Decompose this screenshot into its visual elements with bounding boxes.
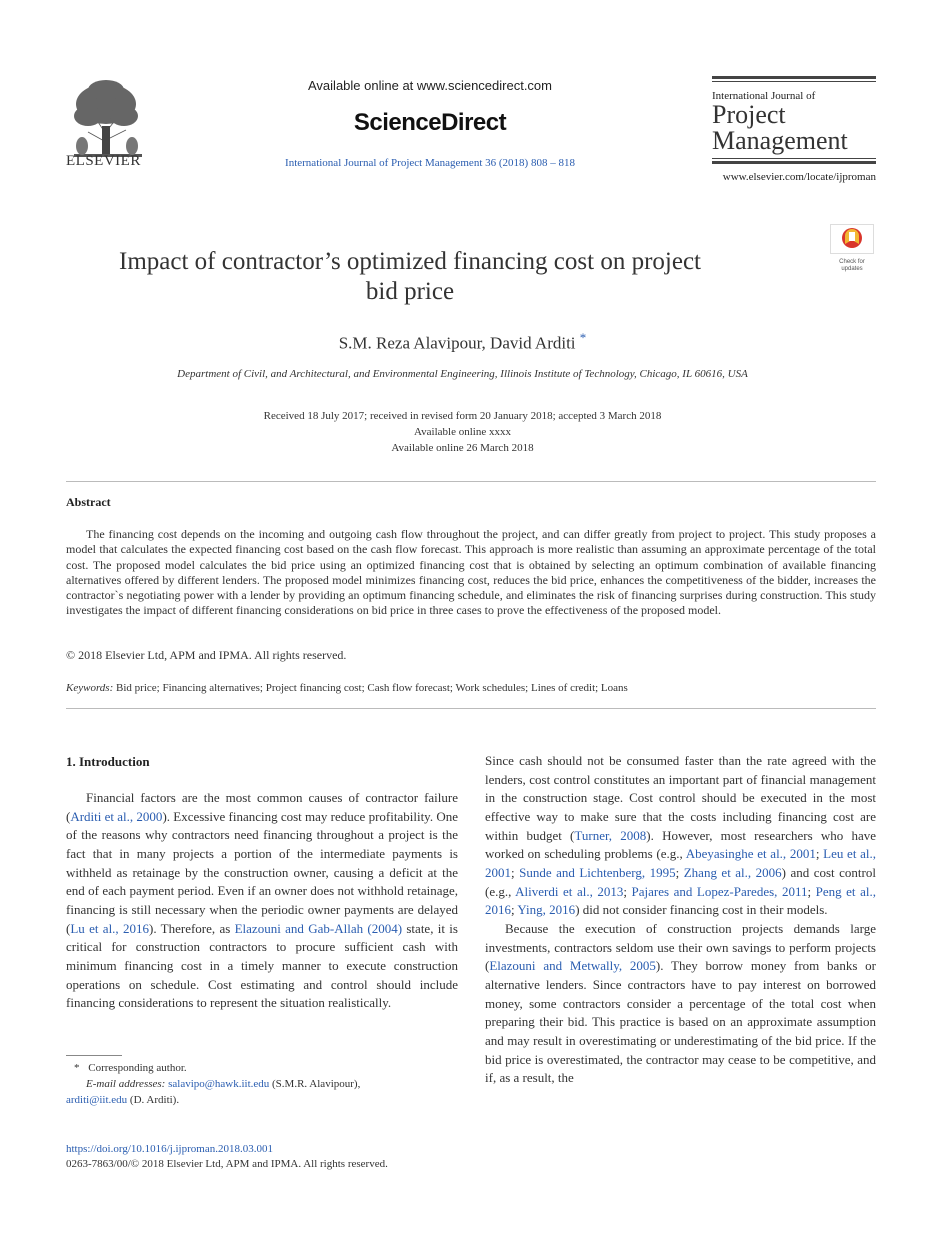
text-run: Financial factors are the most common causes of contractor failure ( xyxy=(66,790,458,824)
citation-link[interactable]: Zhang et al., 2006 xyxy=(683,864,782,880)
footnote-mark: * xyxy=(74,1062,80,1074)
date-received: Received 18 July 2017; received in revised form 20 January 2018; accepted 3 March 2018 xyxy=(263,410,662,422)
footnote-corresponding xyxy=(66,1060,458,1076)
corresponding-author-mark[interactable]: * xyxy=(579,330,587,345)
text-run: ; xyxy=(815,846,824,862)
publisher-wordmark: ELSEVIER xyxy=(66,153,141,169)
crossmark-icon xyxy=(830,224,874,254)
intro-paragraph-3 xyxy=(485,920,876,1088)
journal-title-line1: Project xyxy=(712,100,786,129)
citation-link[interactable]: Abeyasinghe et al., 2001 xyxy=(685,846,816,862)
citation-link[interactable]: Ying, 2016 xyxy=(517,902,576,918)
keywords-list: Bid price; Financing alternatives; Project financing cost; Cash flow forecast; Work schedules; Lines of credit; Loans xyxy=(113,682,628,694)
sciencedirect-brand[interactable]: ScienceDirect xyxy=(353,109,507,136)
doi-link[interactable]: https://doi.org/10.1016/j.ijproman.2018.03.001 xyxy=(66,1143,273,1155)
citation-link[interactable]: Pajares and Lopez-Paredes, 2011 xyxy=(631,883,808,899)
date-available-online: Available online 26 March 2018 xyxy=(391,442,534,454)
intro-paragraph-1 xyxy=(66,789,458,1013)
footnote-emails xyxy=(66,1076,458,1092)
citation-link[interactable]: Arditi et al., 2000 xyxy=(70,808,163,824)
journal-logo-block xyxy=(712,76,876,164)
email-link-arditi[interactable]: arditi@iit.edu xyxy=(66,1094,128,1106)
text-run: ). However, most researchers who have worked on scheduling problems (e.g., xyxy=(485,827,876,862)
journal-rule-top xyxy=(712,76,876,79)
text-run: ; xyxy=(675,864,684,880)
text-run: ; xyxy=(807,883,816,899)
text-run: ) did not consider financing cost in their models. xyxy=(575,902,828,918)
available-online-text: Available online at www.sciencedirect.com xyxy=(308,78,552,93)
journal-rule-bottom xyxy=(712,161,876,164)
footnote-emails-cont xyxy=(66,1092,458,1108)
abstract-copyright: © 2018 Elsevier Ltd, APM and IPMA. All rights reserved. xyxy=(66,648,347,662)
journal-title-line2: Management xyxy=(712,126,848,155)
journal-label-small: International Journal of xyxy=(712,90,816,102)
email-owner-alavipour: (S.M.R. Alavipour), xyxy=(269,1078,361,1090)
paper-title-line2: bid price xyxy=(365,278,455,305)
journal-rule-bottom-thin xyxy=(712,158,876,159)
article-dates xyxy=(60,408,865,456)
journal-url[interactable]: www.elsevier.com/locate/ijproman xyxy=(722,171,876,183)
email-owner-arditi: (D. Arditi). xyxy=(127,1094,180,1106)
author-list xyxy=(140,330,785,354)
text-run: ) and cost control (e.g., xyxy=(485,864,876,899)
citation-link[interactable]: Aliverdi et al., 2013 xyxy=(515,883,624,899)
text-run: ; xyxy=(623,883,632,899)
keywords-line xyxy=(66,682,876,694)
check-for-updates-badge[interactable] xyxy=(830,224,874,272)
citation-link[interactable]: Leu et al., 2001 xyxy=(485,846,876,880)
text-run: ). Therefore, as xyxy=(149,920,235,936)
author-affiliation: Department of Civil, and Architectural, and Environmental Engineering, Illinois Institute of Technology, Chicago, IL 60616, USA xyxy=(177,368,748,380)
citation-link[interactable]: Sunde and Lichtenberg, 1995 xyxy=(519,864,676,880)
text-run: Since cash should not be consumed faster than the rate agreed with the lenders, cost control constitutes an important part of financial management in the construction stage. Cost control should be executed in the most effective way to make sure that the costs including financing cost are within budget ( xyxy=(485,753,876,843)
text-run: ). They borrow money from banks or alternative lenders. Since contractors have to pay interest on borrowed money, some contractors consider a percentage of the total cost when preparing their bid. This practice is based on an approximate assumption and may result in overestimating or underestimating of the bid price. If the bid price is overestimated, the contractor may cease to be competitive, and if, as a result, the xyxy=(485,958,876,1086)
keywords-bottom-divider xyxy=(66,708,876,709)
abstract-top-divider xyxy=(66,481,876,482)
paper-title-line1: Impact of contractor’s optimized financing cost on project xyxy=(119,248,701,275)
citation-link[interactable]: Turner, 2008 xyxy=(574,827,647,843)
email-link-alavipour[interactable]: salavipo@hawk.iit.edu xyxy=(168,1078,270,1090)
section-heading-introduction: 1. Introduction xyxy=(66,754,150,769)
text-run: Because the execution of construction projects demands large investments, contractors seldom use their own savings to perform projects ( xyxy=(485,920,876,974)
citation-link[interactable]: Elazouni and Gab-Allah (2004) xyxy=(234,920,403,936)
footnote-divider xyxy=(66,1055,122,1056)
right-column xyxy=(485,752,876,1088)
abstract-body: The financing cost depends on the incoming and outgoing cash flow throughout the project, and can differ greatly from project to project. This study proposes a model that calculates the expected financing cost based on the cash flow forecast. This approach is more realistic than assuming an approximate percentage of the total cost. The proposed model calculates the bid price using an optimized financing cost that is obtained by selecting an optimum combination of available financing alternatives offered by different lenders. The proposed model minimizes financing cost, reduces the bid price, enhances the competitiveness of the bidder, increases the contractor`s negotiating power with a lender by providing an optimum financing schedule, and eliminates the risk of financing surprises during construction. This study investigates the impact of different financing considerations on bid price in three cases to prove the effectiveness of the proposed model. xyxy=(66,527,876,618)
citation-link[interactable]: Elazouni and Metwally, 2005 xyxy=(489,958,656,974)
text-run: ). Excessive financing cost may reduce profitability. One of the reasons why contractors need financing throughout a project is the fact that in many projects a portion of the intermediate payments is withheld as retainage by the construction owner, causing a deficit at the end of each payment period. Even if an owner does not withhold retainage, financing is still necessary when the periodic owner payments are delayed ( xyxy=(66,808,458,936)
text-run: ; xyxy=(511,864,520,880)
citation-link[interactable]: Lu et al., 2016 xyxy=(70,920,149,936)
keywords-label: Keywords: xyxy=(66,682,114,694)
citation-link[interactable]: Peng et al., 2016 xyxy=(485,883,876,918)
issn-copyright: 0263-7863/00/© 2018 Elsevier Ltd, APM and IPMA. All rights reserved. xyxy=(66,1158,388,1170)
date-available-xxxx: Available online xxxx xyxy=(414,426,511,438)
author-names: S.M. Reza Alavipour, David Arditi xyxy=(338,333,576,353)
footnote-corresponding-text: Corresponding author. xyxy=(88,1062,187,1074)
intro-paragraph-2 xyxy=(485,752,876,920)
text-run: ; xyxy=(511,902,518,918)
email-label: E-mail addresses: xyxy=(86,1078,166,1090)
journal-rule-top-thin xyxy=(712,81,876,82)
abstract-heading: Abstract xyxy=(66,495,111,509)
footnotes xyxy=(66,1060,458,1108)
left-column xyxy=(66,789,458,1013)
paper-title xyxy=(60,247,760,307)
journal-reference-link[interactable]: International Journal of Project Management 36 (2018) 808 – 818 xyxy=(285,157,575,169)
check-updates-label: Check for updates xyxy=(839,259,865,272)
text-run: state, it is critical for construction contractors to procure sufficient cash with minimum financing cost in a timely manner to execute construction operations on schedule. Cost estimating and control should include financing considerations to represent the situation realistically. xyxy=(66,920,458,1011)
